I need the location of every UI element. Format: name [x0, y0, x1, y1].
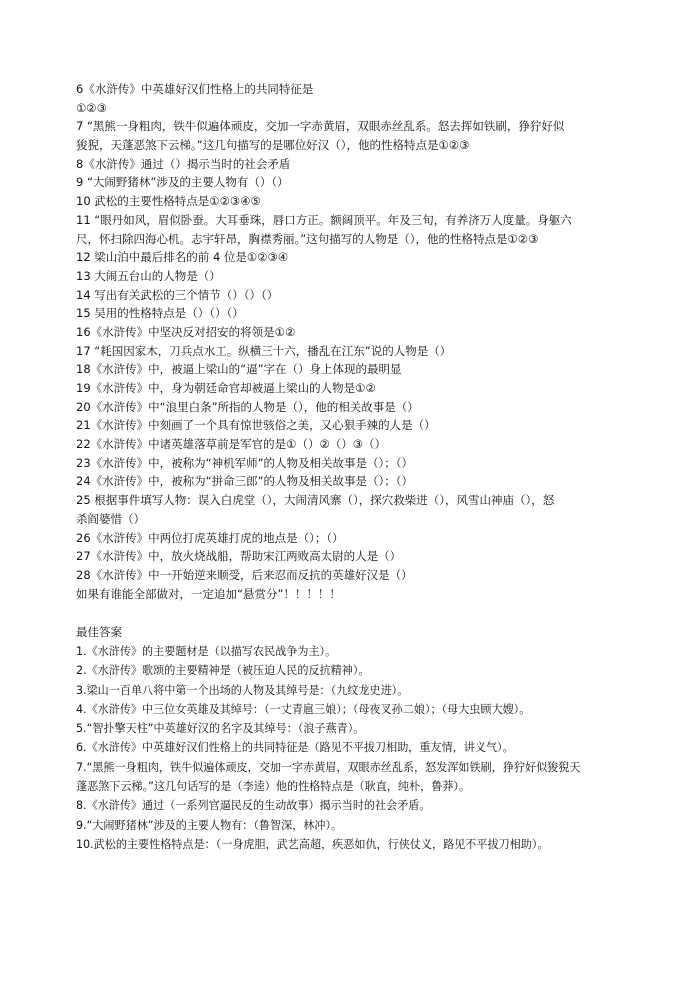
- question-line: 27《水浒传》中，放火烧战船，帮助宋江两败高太尉的人是（）: [76, 549, 402, 564]
- answer-line: 1.《水浒传》的主要题材是（以描写农民战争为主）。: [76, 644, 337, 658]
- answer-line: 6.《水浒传》中英雄好汉们性格上的共同特征是（路见不平拔刀相助，重友情，讲义气）。: [76, 741, 514, 755]
- answer-line: 4.《水浒传》中三位女英雄及其绰号：（一丈青扈三娘）；（母夜叉孙二娘）；（母大虫顾大嫂）。: [76, 702, 531, 716]
- question-line: 尺，怀扫除四海心机。志宇轩昂，胸襟秀丽。”这句描写的人物是（），他的性格特点是①②③: [76, 231, 539, 246]
- section-gap: [76, 603, 636, 623]
- question-line: ①②③: [76, 100, 107, 115]
- question-line: 6《水浒传》中英雄好汉们性格上的共同特征是: [76, 82, 314, 96]
- answer-line: 8.《水浒传》通过（一系列官逼民反的生动故事）揭示当时的社会矛盾。: [76, 799, 431, 813]
- answer-line: 9.“大闹野猪林”涉及的主要人物有：（鲁智深，林冲）。: [76, 818, 343, 832]
- question-line: 13 大闹五台山的人物是（）: [76, 268, 221, 283]
- answer-line: 蓬恶煞下云梯。”这几句话写的是（李逵）他的性格特点是（耿直，纯朴，鲁莽）。: [76, 780, 471, 794]
- answer-line: 7.“黑熊一身粗肉，铁牛似遍体顽皮，交加一字赤黄眉，双眼赤丝乱系，怒发浑如铁刷，狰狞好似狻猊天: [76, 760, 581, 774]
- question-line: 8《水浒传》通过（）揭示当时的社会矛盾: [76, 156, 291, 171]
- answer-list: [76, 642, 636, 854]
- question-list: [76, 80, 636, 603]
- question-line: 19《水浒传》中，身为朝廷命官却被逼上梁山的人物是①②: [76, 381, 376, 395]
- question-line: 16《水浒传》中坚决反对招安的将领是①②: [76, 324, 296, 339]
- question-line: 15 吴用的性格特点是（）（）（）: [76, 306, 244, 321]
- question-line: 如果有谁能全部做对，一定追加“悬赏分”！！！！！: [76, 586, 341, 601]
- document-page: [76, 80, 636, 854]
- question-line: 20《水浒传》中“浪里白条”所指的人物是（），他的相关故事是（）: [76, 399, 419, 414]
- question-line: 9 “大闹野猪林”涉及的主要人物有（）（）: [76, 175, 289, 190]
- question-line: 28《水浒传》中一开始逆来顺受，后来忍而反抗的英雄好汉是（）: [76, 567, 413, 582]
- question-line: 10 武松的主要性格特点是①②③④⑤: [76, 194, 261, 209]
- question-line: 26《水浒传》中两位打虎英雄打虎的地点是（）；（）: [76, 530, 344, 545]
- question-line: 25 根据事件填写人物：误入白虎堂（），大闹清风寨（），探穴救柴进（），风雪山神庙（），怒: [76, 493, 555, 508]
- question-line: 18《水浒传》中，被逼上梁山的“逼”字在（）身上体现的最明显: [76, 362, 402, 377]
- answer-line: 3.梁山一百单八将中第一个出场的人物及其绰号是：（九纹龙史进）。: [76, 683, 409, 697]
- question-line: 21《水浒传》中刻画了一个具有惊世骇俗之美，又心狠手辣的人是（）: [76, 418, 436, 433]
- question-line: 12 梁山泊中最后排名的前 4 位是①②③④: [76, 250, 289, 265]
- answer-line: 2.《水浒传》歌颂的主要精神是（被压迫人民的反抗精神）。: [76, 664, 370, 678]
- answer-line: 5.“智扑擎天柱”中英雄好汉的名字及其绰号：（浪子燕青）。: [76, 722, 365, 736]
- question-line: 14 写出有关武松的三个情节（）（）（）: [76, 287, 279, 302]
- question-line: 23《水浒传》中，被称为“神机军师”的人物及相关故事是（）；（）: [76, 455, 414, 470]
- question-line: 杀阎婆惜（）: [76, 511, 145, 526]
- question-line: 7 “黑熊一身粗肉，铁牛似遍体顽皮，交加一字赤黄眉，双眼赤丝乱系。怒去挥如铁刷，狰狞好似: [76, 119, 565, 134]
- question-line: 17 “耗国因家木，刀兵点水工。纵横三十六，播乱在江东”说的人物是（）: [76, 343, 452, 358]
- question-line: 狻猊，天蓬恶煞下云梯。”这几句描写的是哪位好汉（），他的性格特点是①②③: [76, 138, 470, 153]
- question-line: 24《水浒传》中，被称为“拼命三郎”的人物及相关故事是（）；（）: [76, 474, 414, 489]
- question-line: 22《水浒传》中诸英雄落草前是军官的是①（）②（）③（）: [76, 437, 387, 452]
- answers-heading: 最佳答案: [76, 625, 122, 640]
- question-line: 11 “眼丹如风，眉似卧蚕。大耳垂珠，唇口方正。额阔顶平。年及三旬，有养济万人度量。身躯六: [76, 212, 572, 227]
- answer-line: 10.武松的主要性格特点是：（一身虎胆，武艺高超，疾恶如仇，行侠仗义，路见不平拔刀相助）。: [76, 837, 549, 851]
